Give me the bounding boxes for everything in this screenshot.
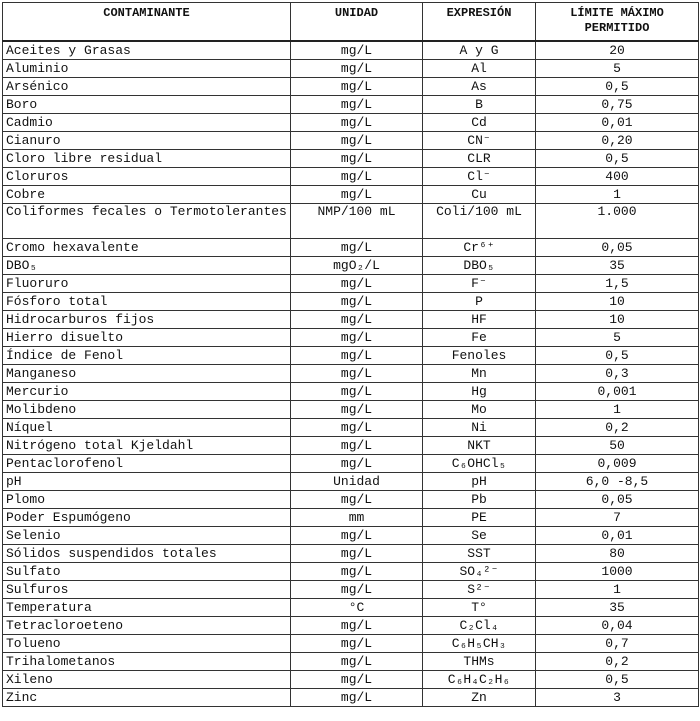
unit-cell: mg/L bbox=[291, 419, 423, 437]
unit-cell: mg/L bbox=[291, 401, 423, 419]
table-row bbox=[3, 168, 699, 186]
expression-cell: Mo bbox=[423, 401, 536, 419]
contaminant-cell: Nitrógeno total Kjeldahl bbox=[3, 437, 291, 455]
unit-cell: mg/L bbox=[291, 78, 423, 96]
table-row bbox=[3, 204, 699, 239]
limit-cell: 6,0 -8,5 bbox=[536, 473, 699, 491]
contaminant-cell: Poder Espumógeno bbox=[3, 509, 291, 527]
contaminant-cell: Cromo hexavalente bbox=[3, 239, 291, 257]
contaminant-cell: Arsénico bbox=[3, 78, 291, 96]
expression-cell: C₆OHCl₅ bbox=[423, 455, 536, 473]
unit-cell: mg/L bbox=[291, 311, 423, 329]
contaminant-cell: Mercurio bbox=[3, 383, 291, 401]
contaminant-cell: pH bbox=[3, 473, 291, 491]
expression-cell: Ni bbox=[423, 419, 536, 437]
contaminant-cell: Selenio bbox=[3, 527, 291, 545]
unit-cell: mg/L bbox=[291, 60, 423, 78]
header-expresion: EXPRESIÓN bbox=[423, 3, 536, 42]
limit-cell: 50 bbox=[536, 437, 699, 455]
table-row bbox=[3, 599, 699, 617]
unit-cell: mg/L bbox=[291, 293, 423, 311]
unit-cell: mg/L bbox=[291, 383, 423, 401]
contaminant-cell: DBO₅ bbox=[3, 257, 291, 275]
header-contaminante: CONTAMINANTE bbox=[3, 3, 291, 42]
expression-cell: CN⁻ bbox=[423, 132, 536, 150]
unit-cell: mg/L bbox=[291, 635, 423, 653]
table-row bbox=[3, 563, 699, 581]
contaminant-cell: Tetracloroeteno bbox=[3, 617, 291, 635]
expression-cell: CLR bbox=[423, 150, 536, 168]
unit-cell: mg/L bbox=[291, 365, 423, 383]
table-row bbox=[3, 329, 699, 347]
unit-cell: Unidad bbox=[291, 473, 423, 491]
limit-cell: 1.000 bbox=[536, 204, 699, 239]
contaminant-cell: Fósforo total bbox=[3, 293, 291, 311]
table-header bbox=[3, 3, 699, 42]
limit-cell: 0,05 bbox=[536, 239, 699, 257]
limit-cell: 0,5 bbox=[536, 150, 699, 168]
table-row bbox=[3, 455, 699, 473]
unit-cell: mg/L bbox=[291, 114, 423, 132]
limit-cell: 20 bbox=[536, 41, 699, 60]
limit-cell: 400 bbox=[536, 168, 699, 186]
table-body bbox=[3, 41, 699, 707]
table-row bbox=[3, 257, 699, 275]
contaminant-cell: Zinc bbox=[3, 689, 291, 707]
expression-cell: B bbox=[423, 96, 536, 114]
unit-cell: mg/L bbox=[291, 168, 423, 186]
expression-cell: SO₄²⁻ bbox=[423, 563, 536, 581]
table-row bbox=[3, 239, 699, 257]
contaminant-cell: Sulfato bbox=[3, 563, 291, 581]
header-unidad: UNIDAD bbox=[291, 3, 423, 42]
unit-cell: mm bbox=[291, 509, 423, 527]
expression-cell: Coli/100 mL bbox=[423, 204, 536, 239]
limit-cell: 80 bbox=[536, 545, 699, 563]
expression-cell: Cd bbox=[423, 114, 536, 132]
limit-cell: 0,7 bbox=[536, 635, 699, 653]
unit-cell: mg/L bbox=[291, 545, 423, 563]
contaminant-cell: Cadmio bbox=[3, 114, 291, 132]
unit-cell: mg/L bbox=[291, 617, 423, 635]
limit-cell: 7 bbox=[536, 509, 699, 527]
table-row bbox=[3, 545, 699, 563]
limit-cell: 1 bbox=[536, 401, 699, 419]
limit-cell: 0,5 bbox=[536, 78, 699, 96]
contaminant-cell: Trihalometanos bbox=[3, 653, 291, 671]
table-row bbox=[3, 419, 699, 437]
contaminant-cell: Cianuro bbox=[3, 132, 291, 150]
contaminant-cell: Aceites y Grasas bbox=[3, 41, 291, 60]
expression-cell: A y G bbox=[423, 41, 536, 60]
expression-cell: Zn bbox=[423, 689, 536, 707]
expression-cell: Fe bbox=[423, 329, 536, 347]
limit-cell: 0,5 bbox=[536, 671, 699, 689]
header-row bbox=[3, 3, 699, 42]
table-row bbox=[3, 293, 699, 311]
expression-cell: F⁻ bbox=[423, 275, 536, 293]
contaminant-cell: Cobre bbox=[3, 186, 291, 204]
expression-cell: C₆H₄C₂H₆ bbox=[423, 671, 536, 689]
limit-cell: 1000 bbox=[536, 563, 699, 581]
contaminant-cell: Xileno bbox=[3, 671, 291, 689]
expression-cell: Cl⁻ bbox=[423, 168, 536, 186]
contaminant-cell: Pentaclorofenol bbox=[3, 455, 291, 473]
limit-cell: 0,5 bbox=[536, 347, 699, 365]
expression-cell: Fenoles bbox=[423, 347, 536, 365]
limit-cell: 3 bbox=[536, 689, 699, 707]
contaminant-cell: Hidrocarburos fijos bbox=[3, 311, 291, 329]
limit-cell: 1 bbox=[536, 581, 699, 599]
expression-cell: Cu bbox=[423, 186, 536, 204]
unit-cell: mgO₂/L bbox=[291, 257, 423, 275]
unit-cell: mg/L bbox=[291, 581, 423, 599]
table-row bbox=[3, 401, 699, 419]
table-row bbox=[3, 365, 699, 383]
contaminant-cell: Hierro disuelto bbox=[3, 329, 291, 347]
unit-cell: mg/L bbox=[291, 41, 423, 60]
expression-cell: Mn bbox=[423, 365, 536, 383]
limit-cell: 0,01 bbox=[536, 527, 699, 545]
unit-cell: mg/L bbox=[291, 689, 423, 707]
table-row bbox=[3, 311, 699, 329]
table-row bbox=[3, 509, 699, 527]
contaminant-limits-table bbox=[2, 2, 699, 707]
table-row bbox=[3, 671, 699, 689]
expression-cell: PE bbox=[423, 509, 536, 527]
table-row bbox=[3, 383, 699, 401]
limit-cell: 1 bbox=[536, 186, 699, 204]
table-row bbox=[3, 473, 699, 491]
expression-cell: THMs bbox=[423, 653, 536, 671]
table-row bbox=[3, 114, 699, 132]
unit-cell: mg/L bbox=[291, 275, 423, 293]
limit-cell: 10 bbox=[536, 293, 699, 311]
limit-cell: 0,009 bbox=[536, 455, 699, 473]
expression-cell: P bbox=[423, 293, 536, 311]
expression-cell: C₆H₅CH₃ bbox=[423, 635, 536, 653]
table-row bbox=[3, 132, 699, 150]
table-row bbox=[3, 275, 699, 293]
expression-cell: Al bbox=[423, 60, 536, 78]
table-row bbox=[3, 617, 699, 635]
expression-cell: Pb bbox=[423, 491, 536, 509]
expression-cell: pH bbox=[423, 473, 536, 491]
table-row bbox=[3, 186, 699, 204]
expression-cell: HF bbox=[423, 311, 536, 329]
limit-cell: 0,20 bbox=[536, 132, 699, 150]
expression-cell: Se bbox=[423, 527, 536, 545]
limit-cell: 0,001 bbox=[536, 383, 699, 401]
limit-cell: 0,01 bbox=[536, 114, 699, 132]
unit-cell: mg/L bbox=[291, 527, 423, 545]
limit-cell: 0,05 bbox=[536, 491, 699, 509]
header-limite: LÍMITE MÁXIMO PERMITIDO bbox=[536, 3, 699, 42]
table-row bbox=[3, 96, 699, 114]
table-row bbox=[3, 689, 699, 707]
table-row bbox=[3, 347, 699, 365]
table-row bbox=[3, 527, 699, 545]
table-row bbox=[3, 437, 699, 455]
table-row bbox=[3, 41, 699, 60]
contaminant-cell: Sólidos suspendidos totales bbox=[3, 545, 291, 563]
contaminant-cell: Coliformes fecales o Termotolerantes bbox=[3, 204, 291, 239]
limit-cell: 0,2 bbox=[536, 653, 699, 671]
contaminant-cell: Tolueno bbox=[3, 635, 291, 653]
table-row bbox=[3, 60, 699, 78]
expression-cell: As bbox=[423, 78, 536, 96]
expression-cell: DBO₅ bbox=[423, 257, 536, 275]
unit-cell: mg/L bbox=[291, 455, 423, 473]
expression-cell: SST bbox=[423, 545, 536, 563]
contaminant-cell: Boro bbox=[3, 96, 291, 114]
limit-cell: 5 bbox=[536, 60, 699, 78]
limit-cell: 35 bbox=[536, 599, 699, 617]
contaminant-cell: Temperatura bbox=[3, 599, 291, 617]
contaminant-cell: Cloruros bbox=[3, 168, 291, 186]
expression-cell: Cr⁶⁺ bbox=[423, 239, 536, 257]
limit-cell: 1,5 bbox=[536, 275, 699, 293]
contaminant-cell: Plomo bbox=[3, 491, 291, 509]
limit-cell: 35 bbox=[536, 257, 699, 275]
unit-cell: mg/L bbox=[291, 347, 423, 365]
contaminant-cell: Molibdeno bbox=[3, 401, 291, 419]
unit-cell: mg/L bbox=[291, 563, 423, 581]
unit-cell: NMP/100 mL bbox=[291, 204, 423, 239]
expression-cell: Hg bbox=[423, 383, 536, 401]
contaminant-cell: Aluminio bbox=[3, 60, 291, 78]
unit-cell: mg/L bbox=[291, 671, 423, 689]
table-row bbox=[3, 653, 699, 671]
unit-cell: mg/L bbox=[291, 329, 423, 347]
limit-cell: 0,04 bbox=[536, 617, 699, 635]
contaminant-cell: Índice de Fenol bbox=[3, 347, 291, 365]
table-row bbox=[3, 635, 699, 653]
unit-cell: mg/L bbox=[291, 491, 423, 509]
contaminant-cell: Fluoruro bbox=[3, 275, 291, 293]
table-row bbox=[3, 491, 699, 509]
unit-cell: mg/L bbox=[291, 186, 423, 204]
unit-cell: mg/L bbox=[291, 96, 423, 114]
expression-cell: T° bbox=[423, 599, 536, 617]
expression-cell: NKT bbox=[423, 437, 536, 455]
contaminant-cell: Níquel bbox=[3, 419, 291, 437]
unit-cell: °C bbox=[291, 599, 423, 617]
unit-cell: mg/L bbox=[291, 132, 423, 150]
limit-cell: 5 bbox=[536, 329, 699, 347]
contaminant-cell: Manganeso bbox=[3, 365, 291, 383]
unit-cell: mg/L bbox=[291, 150, 423, 168]
expression-cell: C₂Cl₄ bbox=[423, 617, 536, 635]
table-row bbox=[3, 150, 699, 168]
limit-cell: 0,75 bbox=[536, 96, 699, 114]
unit-cell: mg/L bbox=[291, 239, 423, 257]
contaminant-cell: Sulfuros bbox=[3, 581, 291, 599]
unit-cell: mg/L bbox=[291, 653, 423, 671]
table-row bbox=[3, 78, 699, 96]
limit-cell: 10 bbox=[536, 311, 699, 329]
unit-cell: mg/L bbox=[291, 437, 423, 455]
limit-cell: 0,2 bbox=[536, 419, 699, 437]
table-row bbox=[3, 581, 699, 599]
limit-cell: 0,3 bbox=[536, 365, 699, 383]
expression-cell: S²⁻ bbox=[423, 581, 536, 599]
contaminant-cell: Cloro libre residual bbox=[3, 150, 291, 168]
